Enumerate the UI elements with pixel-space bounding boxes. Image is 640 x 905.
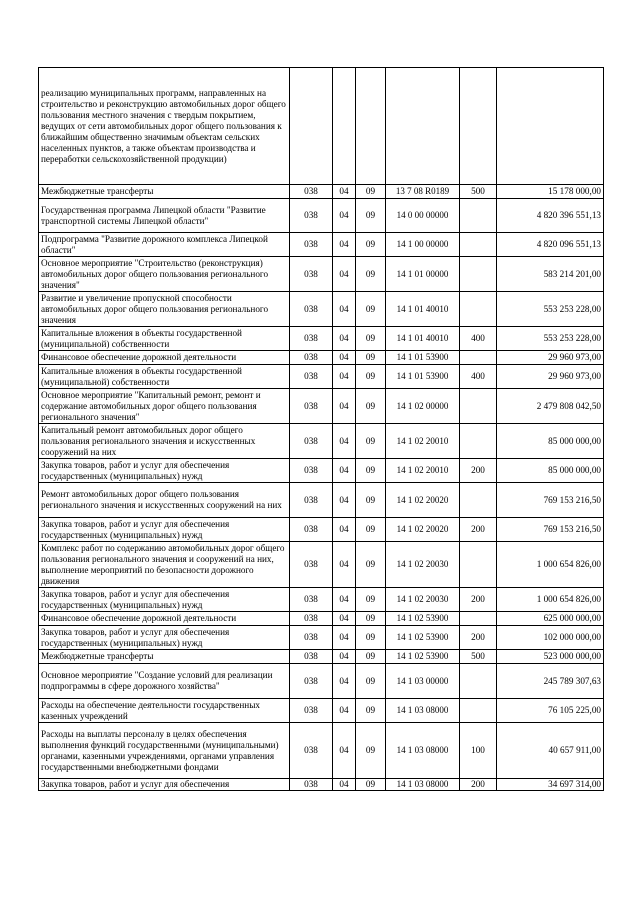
ministry-code: 038: [290, 779, 333, 791]
item-name: Расходы на обеспечение деятельности государственных казенных учреждений: [39, 699, 290, 723]
expense-type-code: [460, 233, 497, 257]
amount: 583 214 201,00: [497, 257, 604, 292]
ministry-code: 038: [290, 257, 333, 292]
table-row: [39, 185, 604, 199]
expense-type-code: 500: [460, 650, 497, 664]
amount: 2 479 808 042,50: [497, 389, 604, 424]
expense-type-code: [460, 257, 497, 292]
section-code: 04: [333, 257, 356, 292]
ministry-code: 038: [290, 424, 333, 459]
item-name: Закупка товаров, работ и услуг для обеспечения: [39, 779, 290, 791]
amount: 29 960 973,00: [497, 365, 604, 389]
ministry-code: 038: [290, 459, 333, 483]
table-row: [39, 424, 604, 459]
section-code: 04: [333, 518, 356, 542]
expense-type-code: [460, 612, 497, 626]
amount: 769 153 216,50: [497, 483, 604, 518]
section-code: 04: [333, 779, 356, 791]
target-article-code: 14 1 01 53900: [386, 365, 460, 389]
expense-type-code: 400: [460, 327, 497, 351]
section-code: 04: [333, 664, 356, 699]
amount: 76 105 225,00: [497, 699, 604, 723]
subsection-code: 09: [356, 351, 386, 365]
target-article-code: 14 1 02 20010: [386, 424, 460, 459]
section-code: [333, 68, 356, 185]
item-name: Расходы на выплаты персоналу в целях обеспечения выполнения функций государственными (муниципальными) органами, казенными учреждениями, органами управления государственными внебюджетными фондами: [39, 723, 290, 779]
ministry-code: 038: [290, 588, 333, 612]
expense-type-code: [460, 483, 497, 518]
target-article-code: 13 7 08 R0189: [386, 185, 460, 199]
item-name: реализацию муниципальных программ, направленных на строительство и реконструкцию автомобильных дорог общего пользования местного значения с твердым покрытием, ведущих от сети автомобильных дорог общего пользования к ближайшим общественно значимым объектам сельских населенных пунктов, а также объектам производства и переработки сельскохозяйственной продукции): [39, 68, 290, 185]
item-name: Межбюджетные трансферты: [39, 650, 290, 664]
target-article-code: 14 1 02 20020: [386, 483, 460, 518]
expense-type-code: 200: [460, 626, 497, 650]
table-row: [39, 723, 604, 779]
item-name: Закупка товаров, работ и услуг для обеспечения государственных (муниципальных) нужд: [39, 588, 290, 612]
target-article-code: 14 1 01 40010: [386, 292, 460, 327]
ministry-code: 038: [290, 664, 333, 699]
table-row: [39, 292, 604, 327]
amount: 40 657 911,00: [497, 723, 604, 779]
amount: 769 153 216,50: [497, 518, 604, 542]
section-code: 04: [333, 699, 356, 723]
ministry-code: 038: [290, 699, 333, 723]
target-article-code: 14 1 02 53900: [386, 626, 460, 650]
subsection-code: [356, 68, 386, 185]
item-name: Капитальные вложения в объекты государственной (муниципальной) собственности: [39, 327, 290, 351]
subsection-code: 09: [356, 612, 386, 626]
amount: 85 000 000,00: [497, 459, 604, 483]
target-article-code: 14 1 02 20010: [386, 459, 460, 483]
subsection-code: 09: [356, 483, 386, 518]
ministry-code: 038: [290, 542, 333, 588]
subsection-code: 09: [356, 588, 386, 612]
item-name: Основное мероприятие "Капитальный ремонт, ремонт и содержание автомобильных дорог общего пользования регионального значения": [39, 389, 290, 424]
ministry-code: 038: [290, 351, 333, 365]
ministry-code: 038: [290, 723, 333, 779]
item-name: Комплекс работ по содержанию автомобильных дорог общего пользования регионального значения и сооружений на них, выполнение мероприятий по безопасности дорожного движения: [39, 542, 290, 588]
section-code: 04: [333, 233, 356, 257]
expense-type-code: [460, 199, 497, 233]
section-code: 04: [333, 459, 356, 483]
target-article-code: 14 1 02 20030: [386, 542, 460, 588]
subsection-code: 09: [356, 292, 386, 327]
subsection-code: 09: [356, 389, 386, 424]
amount: 34 697 314,00: [497, 779, 604, 791]
subsection-code: 09: [356, 257, 386, 292]
target-article-code: 14 1 03 00000: [386, 664, 460, 699]
target-article-code: 14 1 03 08000: [386, 723, 460, 779]
item-name: Закупка товаров, работ и услуг для обеспечения государственных (муниципальных) нужд: [39, 518, 290, 542]
subsection-code: 09: [356, 185, 386, 199]
item-name: Капитальные вложения в объекты государственной (муниципальной) собственности: [39, 365, 290, 389]
table-row: [39, 588, 604, 612]
expense-type-code: 200: [460, 779, 497, 791]
table-row: [39, 518, 604, 542]
table-row: [39, 626, 604, 650]
section-code: 04: [333, 612, 356, 626]
item-name: Основное мероприятие "Создание условий для реализации подпрограммы в сфере дорожного хозяйства": [39, 664, 290, 699]
expense-type-code: 200: [460, 459, 497, 483]
ministry-code: 038: [290, 327, 333, 351]
item-name: Развитие и увеличение пропускной способности автомобильных дорог общего пользования регионального значения: [39, 292, 290, 327]
subsection-code: 09: [356, 779, 386, 791]
amount: 625 000 000,00: [497, 612, 604, 626]
target-article-code: [386, 68, 460, 185]
subsection-code: 09: [356, 664, 386, 699]
subsection-code: 09: [356, 459, 386, 483]
section-code: 04: [333, 542, 356, 588]
table-row: [39, 351, 604, 365]
expense-type-code: [460, 699, 497, 723]
table-row: [39, 327, 604, 351]
amount: 523 000 000,00: [497, 650, 604, 664]
item-name: Государственная программа Липецкой области "Развитие транспортной системы Липецкой области": [39, 199, 290, 233]
ministry-code: 038: [290, 389, 333, 424]
expense-type-code: [460, 542, 497, 588]
item-name: Финансовое обеспечение дорожной деятельности: [39, 351, 290, 365]
target-article-code: 14 1 03 08000: [386, 779, 460, 791]
subsection-code: 09: [356, 723, 386, 779]
section-code: 04: [333, 292, 356, 327]
item-name: Основное мероприятие "Строительство (реконструкция) автомобильных дорог общего пользования регионального значения": [39, 257, 290, 292]
section-code: 04: [333, 199, 356, 233]
section-code: 04: [333, 626, 356, 650]
table-row: [39, 612, 604, 626]
table-row: [39, 699, 604, 723]
section-code: 04: [333, 327, 356, 351]
table-row: [39, 459, 604, 483]
amount: 102 000 000,00: [497, 626, 604, 650]
subsection-code: 09: [356, 518, 386, 542]
item-name: Финансовое обеспечение дорожной деятельности: [39, 612, 290, 626]
expense-type-code: [460, 424, 497, 459]
subsection-code: 09: [356, 327, 386, 351]
amount: 1 000 654 826,00: [497, 542, 604, 588]
target-article-code: 14 1 01 40010: [386, 327, 460, 351]
target-article-code: 14 1 02 20030: [386, 588, 460, 612]
target-article-code: 14 1 00 00000: [386, 233, 460, 257]
item-name: Капитальный ремонт автомобильных дорог общего пользования регионального значения и искусственных сооружений на них: [39, 424, 290, 459]
ministry-code: [290, 68, 333, 185]
target-article-code: 14 1 02 53900: [386, 650, 460, 664]
ministry-code: 038: [290, 626, 333, 650]
section-code: 04: [333, 424, 356, 459]
amount: [497, 68, 604, 185]
ministry-code: 038: [290, 612, 333, 626]
item-name: Подпрограмма "Развитие дорожного комплекса Липецкой области": [39, 233, 290, 257]
table-row: [39, 389, 604, 424]
section-code: 04: [333, 365, 356, 389]
ministry-code: 038: [290, 365, 333, 389]
target-article-code: 14 0 00 00000: [386, 199, 460, 233]
amount: 4 820 096 551,13: [497, 233, 604, 257]
amount: 1 000 654 826,00: [497, 588, 604, 612]
section-code: 04: [333, 723, 356, 779]
amount: 245 789 307,63: [497, 664, 604, 699]
ministry-code: 038: [290, 185, 333, 199]
amount: 29 960 973,00: [497, 351, 604, 365]
expense-type-code: [460, 68, 497, 185]
table-row: [39, 483, 604, 518]
section-code: 04: [333, 389, 356, 424]
target-article-code: 14 1 02 20020: [386, 518, 460, 542]
budget-table: [38, 67, 604, 791]
amount: 85 000 000,00: [497, 424, 604, 459]
target-article-code: 14 1 01 53900: [386, 351, 460, 365]
target-article-code: 14 1 02 00000: [386, 389, 460, 424]
table-row: [39, 664, 604, 699]
amount: 553 253 228,00: [497, 292, 604, 327]
target-article-code: 14 1 03 08000: [386, 699, 460, 723]
expense-type-code: [460, 389, 497, 424]
subsection-code: 09: [356, 199, 386, 233]
expense-type-code: 200: [460, 588, 497, 612]
ministry-code: 038: [290, 483, 333, 518]
ministry-code: 038: [290, 233, 333, 257]
table-body: [39, 68, 604, 791]
table-row: [39, 779, 604, 791]
subsection-code: 09: [356, 424, 386, 459]
ministry-code: 038: [290, 650, 333, 664]
target-article-code: 14 1 01 00000: [386, 257, 460, 292]
subsection-code: 09: [356, 699, 386, 723]
subsection-code: 09: [356, 233, 386, 257]
item-name: Закупка товаров, работ и услуг для обеспечения государственных (муниципальных) нужд: [39, 626, 290, 650]
subsection-code: 09: [356, 542, 386, 588]
expense-type-code: [460, 351, 497, 365]
subsection-code: 09: [356, 650, 386, 664]
ministry-code: 038: [290, 292, 333, 327]
amount: 15 178 000,00: [497, 185, 604, 199]
expense-type-code: 200: [460, 518, 497, 542]
target-article-code: 14 1 02 53900: [386, 612, 460, 626]
item-name: Ремонт автомобильных дорог общего пользования регионального значения и искусственных сооружений на них: [39, 483, 290, 518]
expense-type-code: 100: [460, 723, 497, 779]
table-row: [39, 257, 604, 292]
section-code: 04: [333, 351, 356, 365]
ministry-code: 038: [290, 518, 333, 542]
table-row: [39, 542, 604, 588]
table-row: [39, 68, 604, 185]
subsection-code: 09: [356, 365, 386, 389]
expense-type-code: 500: [460, 185, 497, 199]
item-name: Закупка товаров, работ и услуг для обеспечения государственных (муниципальных) нужд: [39, 459, 290, 483]
amount: 4 820 396 551,13: [497, 199, 604, 233]
expense-type-code: [460, 664, 497, 699]
section-code: 04: [333, 185, 356, 199]
table-row: [39, 365, 604, 389]
item-name: Межбюджетные трансферты: [39, 185, 290, 199]
expense-type-code: [460, 292, 497, 327]
table-row: [39, 199, 604, 233]
table-row: [39, 233, 604, 257]
section-code: 04: [333, 588, 356, 612]
section-code: 04: [333, 650, 356, 664]
ministry-code: 038: [290, 199, 333, 233]
section-code: 04: [333, 483, 356, 518]
subsection-code: 09: [356, 626, 386, 650]
table-row: [39, 650, 604, 664]
expense-type-code: 400: [460, 365, 497, 389]
amount: 553 253 228,00: [497, 327, 604, 351]
